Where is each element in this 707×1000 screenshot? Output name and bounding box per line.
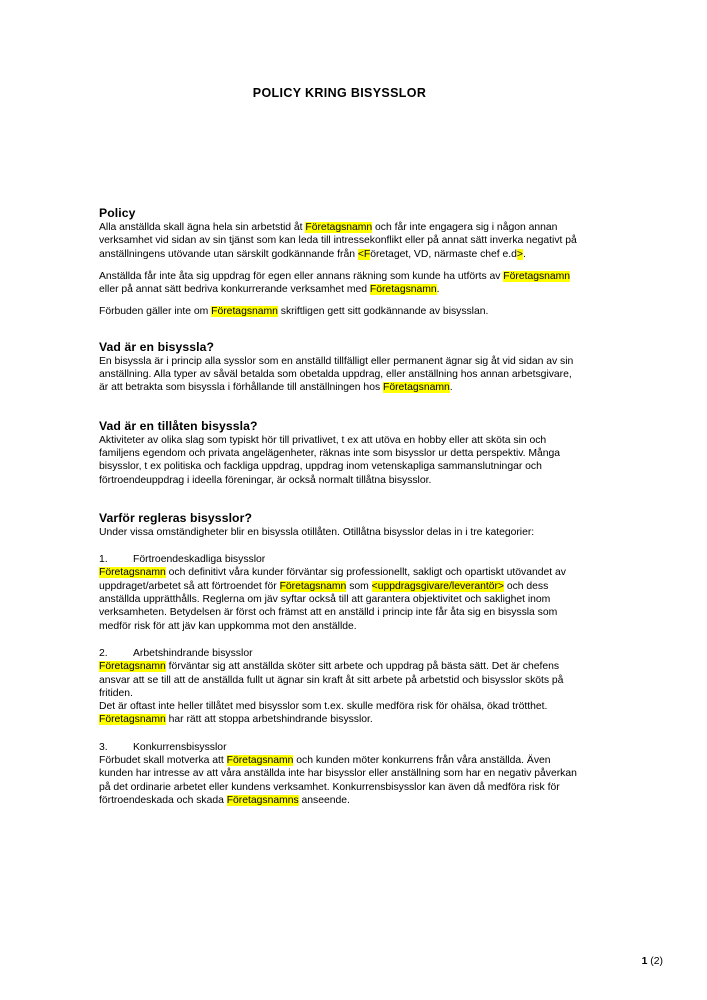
text-run: eller på annat sätt bedriva konkurrerande verksamhet med [99,284,370,296]
category-item-heading [99,741,581,754]
highlight-foretagsnamns: Företagsnamns [226,794,299,806]
section-heading-vad-ar-en-bisyssla: Vad är en bisyssla? [99,339,215,354]
text-run: En bisyssla är i princip alla sysslor som en anställd tillfälligt eller permanent ägnar sig åt vid sidan av sin anställning. Alla typer av såväl betalda som obetalda uppdrag, eller anställning hos annan arbetsgivare, är att betrakta som bisyssla i förhållande till anställningen hos [99,355,574,394]
highlight-foretagsnamn: Företagsnamn [99,714,166,726]
category-title: Arbetshindrande bisysslor [133,647,253,659]
text-run: Förbudet skall motverka att [99,755,227,767]
footer-page-total: (2) [647,956,663,967]
category-2-body [99,660,581,726]
spacer [99,727,581,741]
text-run: . [436,284,440,296]
category-1-body [99,566,581,632]
highlight-foretagsnamn: Företagsnamn [99,661,166,673]
highlight-foretagsnamn: Företagsnamn [211,306,278,318]
text-run: har rätt att stoppa arbetshindrande bisysslor. [165,714,373,726]
category-item-heading [99,553,581,566]
spacer [99,633,581,647]
text-run: och definitivt våra kunder förväntar sig professionellt, sakligt och opartiskt utövandet av uppdraget/arbetet så att förtroendet för [99,567,566,592]
text-run: förväntar sig att anställda sköter sitt arbete och uppdrag på bästa sätt. Det är chefens ansvar att se till att de anställda fullt ut ägnar sin kraft åt sitt arbete på arbetstid och bisysslor sköts på fritiden. [99,661,564,699]
category-number: 3. [99,741,108,753]
highlight-foretagsnamn: Företagsnamn [369,284,437,296]
policy-paragraph-3 [99,305,581,318]
category-number: 1. [99,554,108,566]
text-run: . [449,382,453,394]
document-body [99,206,581,807]
highlight-foretagsnamn: Företagsnamn [226,755,294,767]
spacer [99,296,581,305]
varfor-regleras-bisysslor-intro: Under vissa omständigheter blir en bisyssla otillåten. Otillåtna bisysslor delas in i tre kategorier: [99,526,535,538]
spacer [99,319,581,340]
highlight-foretagsnamn: Företagsnamn [99,567,166,579]
highlight-placeholder-open: <F [357,248,371,260]
text-run: och dess anställda upprätthålls. Reglerna om jäv syftar också till att garantera objektivitet och saklighet inom verksamheten. Betydelsen är först och främst att en anställd i princip inte får åta sig en bisyssla som medför risk för att jäv kan uppkomma mot den anställde. [99,580,558,632]
category-item-heading [99,647,581,660]
vad-ar-en-tillaten-bisyssla-paragraph: Aktiviteter av olika slag som typiskt hör till privatlivet, t ex att utöva en hobby eller att sköta sin och familjens egendom och privata angelägenheter, räknas inte som bisysslor ur detta perspektiv. Många bisysslor, t ex politiska och fackliga uppdrag, uppdrag inom vetenskapliga sammanslutningar och förtroendeuppdrag i ideella föreningar, är också normalt tillåtna bisysslor. [99,434,561,486]
page-footer [642,955,663,968]
spacer [99,261,581,270]
highlight-foretagsnamn: Företagsnamn [503,270,571,282]
policy-paragraph-2 [99,270,581,297]
text-run: anseende. [298,794,350,806]
highlight-placeholder-close: > [516,248,523,260]
category-3-body [99,754,581,807]
category-title: Förtroendeskadliga bisysslor [133,554,266,566]
highlight-foretagsnamn: Företagsnamn [279,580,347,592]
highlight-foretagsnamn: Företagsnamn [383,382,450,394]
text-run: . [522,248,526,260]
spacer [99,487,581,511]
section-heading-vad-ar-en-tillaten-bisyssla: Vad är en tillåten bisyssla? [99,418,258,433]
page-title: POLICY KRING BISYSSLOR [252,86,427,100]
text-run: skriftligen gett sitt godkännande av bisysslan. [277,306,489,318]
text-run: Det är oftast inte heller tillåtet med bisysslor som t.ex. skulle medföra risk för ohälsa, ökad trötthet. [99,701,548,713]
footer-page-number: 1 [641,956,648,967]
highlight-foretagsnamn: Företagsnamn [305,222,373,233]
spacer [99,539,581,553]
text-run: Anställda får inte åta sig uppdrag för egen eller annans räkning som kunde ha utförts av [99,270,504,282]
category-title: Konkurrensbisysslor [133,741,227,753]
category-number: 2. [99,647,108,659]
text-run: Alla anställda skall ägna hela sin arbetstid åt [99,222,306,233]
text-run: Förbuden gäller inte om [99,306,212,318]
section-heading-policy: Policy [99,206,136,220]
section-heading-varfor-regleras-bisysslor: Varför regleras bisysslor? [99,510,252,525]
text-run: som [346,580,372,592]
text-run: öretaget, VD, närmaste chef e.d [370,248,517,260]
highlight-placeholder-uppdragsgivare: <uppdragsgivare/leverantör> [371,580,504,592]
vad-ar-en-bisyssla-paragraph [99,355,581,395]
policy-paragraph-1 [99,221,581,261]
text-run: och får inte engagera sig i någon annan verksamhet vid sidan av sin tjänst som kan leda till intressekonflikt eller på annat sätt inverka negativt på anställningens utövande utan särskilt godkännande från [99,222,577,260]
text-run: och kunden möter konkurrens från våra anställda. Även kunden har intresse av att våra anställda inte har bisysslor eller anställning som har en negativ påverkan på det ordinarie arbetet eller kundens verksamhet. Konkurrensbisysslor kan även då medföra risk för förtroendeskada och skada [99,755,577,806]
spacer [99,395,581,419]
